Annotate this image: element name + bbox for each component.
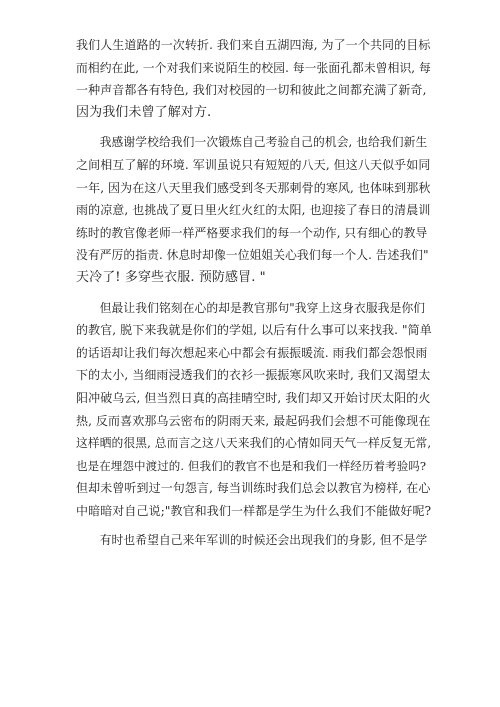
document-body — [76, 34, 432, 552]
text-line: 之间相互了解的环境. 军训虽说只有短短的八天, 但这八天似乎如同 — [76, 157, 431, 172]
text-line: 阳冲破乌云, 但当烈日真的高挂晴空时, 我们却又开始讨厌太阳的火 — [76, 390, 431, 405]
text-line: 练时的教官像老师一样严格要求我们的每一个动作, 只有细心的教导 — [76, 225, 428, 240]
text-line: 一种声音都各有特色, 我们对校园的一切和彼此之间都充满了新奇, — [76, 83, 427, 98]
paragraph-2 — [76, 131, 432, 289]
text-line: 这样晒的很黑, 总而言之这八天来我们的心情如同天气一样反复无常, — [76, 436, 432, 451]
text-line: 也是在埋怨中渡过的. 但我们的教官不也是和我们一样经历着考验吗? — [76, 458, 427, 473]
text-line: 没有严厉的指责. 休息时却像一位姐姐关心我们每一个人. 告述我们" — [76, 248, 429, 263]
paragraph-1 — [76, 34, 432, 124]
text-line: 有时也希望自己来年军训的时候还会出现我们的身影, 但不是学 — [76, 533, 428, 548]
text-line: 我感谢学校给我们一次锻炼自己考验自己的机会, 也给我们新生 — [76, 135, 428, 150]
text-line: 但却未曾听到过一句怨言, 每当训练时我们总会以教官为榜样, 在心 — [76, 481, 431, 496]
paragraph-4 — [76, 529, 432, 552]
text-line: 雨的凉意, 也挑战了夏日里火红火红的太阳, 也迎接了春日的清晨训 — [76, 203, 431, 218]
text-line: 我们人生道路的一次转折. 我们来自五湖四海, 为了一个共同的目标 — [76, 38, 431, 52]
text-line: 的话语却让我们每次想起来心中都会有振振暖流. 雨我们都会怨恨雨 — [76, 345, 428, 360]
text-line: 天冷了! 多穿些衣服. 预防感冒. " — [76, 269, 266, 285]
text-line: 一年, 因为在这八天里我们感受到冬天那刺骨的寒风, 也体味到那秋 — [76, 180, 431, 195]
text-line: 下的太小, 当细雨浸透我们的衣衫一振振寒风吹来时, 我们又渴望太 — [76, 368, 431, 383]
text-line: 中暗暗对自己说;"教官和我们一样都是学生为什么我们不能做好呢? — [76, 503, 432, 518]
text-line: 因为我们未曾了解对方. — [76, 104, 212, 120]
text-line: 但最让我们铭刻在心的却是教官那句"我穿上这身衣服我是你们 — [76, 300, 426, 315]
text-line: 而相约在此, 一个对我们来说陌生的校园. 每一张面孔都未曾相识, 每 — [76, 60, 431, 75]
text-line: 热, 反而喜欢那乌云密布的阴雨天来, 最起码我们会想不可能像现在 — [76, 413, 431, 428]
paragraph-3 — [76, 297, 432, 523]
text-line: 的教官, 脱下来我就是你们的学姐, 以后有什么事可以来找我. "简单 — [76, 323, 432, 338]
